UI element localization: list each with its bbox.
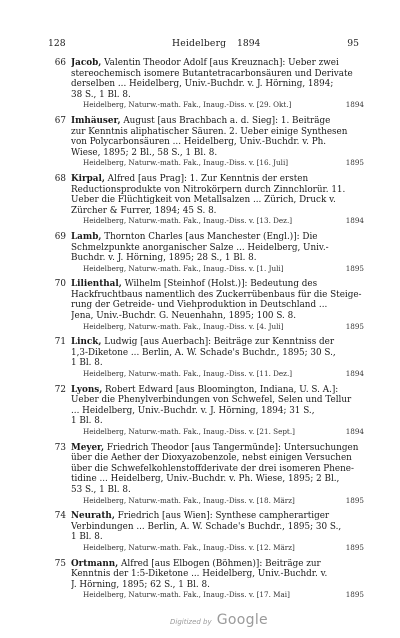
bibliography-entry: [40, 559, 366, 600]
bibliography-entry: [40, 279, 366, 331]
entry-text: stereochemisch isomere Butantetracarbonsäuren und Derivate: [71, 68, 353, 79]
entry-author: Linck,: [71, 337, 102, 348]
entry-author: Lyons,: [71, 384, 103, 395]
entry-text: Ueber die Flüchtigkeit von Metallsalzen ... Zürich, Druck v.: [71, 195, 336, 206]
entry-line: [71, 148, 366, 159]
entry-text: Schmelzpunkte anorganischer Salze ... Heidelberg, Univ.-: [71, 242, 329, 253]
entry-line: [71, 195, 366, 206]
dissertation-year: 1895: [345, 590, 364, 600]
dissertation-note: [71, 496, 366, 506]
entry-line: [71, 511, 366, 522]
header-year: 1894: [237, 38, 261, 49]
dissertation-note: [71, 216, 366, 226]
entry-text: Robert Edward [aus Bloomington, Indiana, U. S. A.]:: [102, 384, 339, 395]
entry-number: 68: [54, 173, 66, 184]
entry-line: [71, 185, 366, 196]
dissertation-note: [71, 543, 366, 553]
entry-line: [71, 137, 366, 148]
entry-line: [71, 253, 366, 264]
entry-line: [71, 348, 366, 359]
dissertation-year: 1895: [345, 495, 364, 505]
entry-text: Valentin Theodor Adolf [aus Kreuznach]: Ueber zwei: [101, 58, 339, 68]
dissertation-year: 1894: [345, 100, 364, 110]
page-number: 128: [48, 38, 66, 49]
entry-author: Kirpal,: [71, 173, 105, 184]
entry-line: [71, 406, 366, 417]
entry-line: [71, 385, 366, 396]
entry-text: 53 S., 1 Bl. 8.: [71, 484, 131, 495]
dissertation-text: Heidelberg, Naturw.-math. Fak., Inaug.-Diss. v. [29. Okt.]: [83, 100, 292, 110]
dissertation-year: 1895: [345, 542, 364, 552]
entry-line: [71, 464, 366, 475]
entry-text: Reductionsprodukte von Nitrokörpern durch Zinnchlorür. 11.: [71, 184, 346, 195]
dissertation-text: Heidelberg, Naturw.-math. Fak., Inaug.-Diss. v. [16. Juli]: [83, 158, 289, 168]
entry-line: [71, 580, 366, 591]
entry-text: J. Hörning, 1895; 62 S., 1 Bl. 8.: [71, 579, 210, 590]
sheet-number: 95: [347, 38, 359, 49]
entry-number: 70: [54, 279, 66, 290]
entry-text: Alfred [aus Elbogen (Böhmen)]: Beiträge zur: [118, 558, 321, 569]
bibliography-entry: [40, 174, 366, 226]
entry-line: [71, 337, 366, 348]
dissertation-text: Heidelberg, Naturw.-math. Fak., Inaug.-Diss. v. [11. Dez.]: [83, 369, 293, 379]
entry-text: Jena, Univ.-Buchdr. G. Neuenhahn, 1895; 100 S. 8.: [71, 311, 297, 322]
entry-number: 71: [54, 337, 66, 348]
entry-text: Verbindungen ... Berlin, A. W. Schade's Buchdr., 1895; 30 S.,: [71, 521, 342, 532]
entry-author: Imhäuser,: [71, 115, 121, 126]
entry-line: [71, 116, 366, 127]
entry-text: Wiese, 1895; 2 Bl., 58 S., 1 Bl. 8.: [71, 147, 218, 158]
entry-number: 66: [54, 58, 66, 68]
entry-line: [71, 416, 366, 427]
entry-line: [71, 243, 366, 254]
entry-text: 1,3-Diketone ... Berlin, A. W. Schade's Buchdr., 1895; 30 S.,: [71, 347, 336, 358]
entry-number: 72: [54, 384, 66, 395]
entry-line: [71, 300, 366, 311]
dissertation-note: [71, 590, 366, 600]
watermark-prefix: Digitized by: [170, 618, 212, 626]
entry-author: Lamb,: [71, 231, 102, 242]
entry-text: tidine ... Heidelberg, Univ.-Buchdr. v. Ph. Wiese, 1895; 2 Bl.,: [71, 474, 340, 485]
dissertation-note: [71, 322, 366, 332]
entry-author: Lilienthal,: [71, 279, 122, 290]
bibliography-entry: [40, 385, 366, 437]
entry-text: über die Schwefelkohlenstoffderivate der drei isomeren Phene-: [71, 463, 354, 474]
entry-author: Neurath,: [71, 511, 115, 522]
entry-number: 74: [54, 511, 66, 522]
entry-text: Alfred [aus Prag]: 1. Zur Kenntnis der ersten: [104, 173, 309, 184]
entry-author: Meyer,: [71, 442, 105, 453]
entry-number: 69: [54, 231, 66, 242]
dissertation-text: Heidelberg, Naturw.-math. Fak., Inaug.-Diss. v. [21. Sept.]: [83, 427, 295, 436]
entry-text: August [aus Brachbach a. d. Sieg]: 1. Beiträge: [120, 115, 331, 126]
dissertation-note: [71, 369, 366, 379]
entry-line: [71, 485, 366, 496]
digitization-watermark: [170, 609, 268, 628]
bibliography-entry: [40, 58, 366, 110]
dissertation-note: [71, 158, 366, 168]
dissertation-year: 1894: [345, 216, 364, 226]
entry-text: von Polycarbonsäuren ... Heidelberg, Univ.-Buchdr. v. Ph.: [71, 137, 327, 148]
entry-line: [71, 474, 366, 485]
entry-line: [71, 522, 366, 533]
bibliography-entry: [40, 443, 366, 506]
bibliography-entries: [40, 58, 366, 600]
dissertation-text: Heidelberg, Naturw.-math. Fak., Inaug.-Diss. v. [18. März]: [83, 495, 295, 505]
dissertation-note: [71, 427, 366, 437]
dissertation-text: Heidelberg, Naturw.-math. Fak., Inaug.-Diss. v. [13. Dez.]: [83, 216, 293, 226]
dissertation-year: 1895: [345, 263, 364, 273]
entry-text: 1 Bl. 8.: [71, 532, 103, 543]
entry-line: [71, 58, 366, 69]
entry-line: [71, 443, 366, 454]
bibliography-entry: [40, 511, 366, 552]
entry-text: 38 S., 1 Bl. 8.: [71, 89, 131, 100]
dissertation-text: Heidelberg, Naturw.-math. Fak., Inaug.-Diss. v. [17. Mai]: [83, 590, 290, 600]
entry-text: ... Heidelberg, Univ.-Buchdr. v. J. Hörning, 1894; 31 S.,: [71, 405, 315, 416]
entry-line: [71, 232, 366, 243]
dissertation-text: Heidelberg, Naturw.-math. Fak., Inaug.-Diss. v. [1. Juli]: [83, 263, 284, 273]
entry-text: rung der Getreide- und Viehproduktion in Deutschland ...: [71, 300, 328, 311]
entry-number: 73: [54, 442, 66, 453]
dissertation-year: 1895: [345, 158, 364, 168]
entry-line: [71, 279, 366, 290]
entry-text: Wilhelm [Steinhof (Holst.)]: Bedeutung des: [121, 279, 318, 290]
entry-text: über die Aether der Dioxyazobenzole, nebst einigen Versuchen: [71, 453, 352, 464]
entry-line: [71, 532, 366, 543]
dissertation-year: 1894: [345, 369, 364, 379]
dissertation-year: 1894: [345, 427, 364, 436]
dissertation-text: Heidelberg, Naturw.-math. Fak., Inaug.-Diss. v. [4. Juli]: [83, 321, 284, 331]
entry-text: Zürcher & Furrer, 1894; 45 S. 8.: [71, 205, 217, 216]
dissertation-note: [71, 100, 366, 110]
entry-text: zur Kenntnis aliphatischer Säuren. 2. Ueber einige Synthesen: [71, 126, 348, 137]
dissertation-year: 1895: [345, 321, 364, 331]
bibliography-entry: [40, 116, 366, 168]
entry-line: [71, 69, 366, 80]
entry-text: Thornton Charles [aus Manchester (Engl.)]: Die: [101, 231, 318, 242]
entry-text: Kenntnis der 1:5-Diketone ... Heidelberg, Univ.-Buchdr. v.: [71, 569, 328, 580]
entry-line: [71, 290, 366, 301]
entry-line: [71, 569, 366, 580]
entry-line: [71, 206, 366, 217]
dissertation-text: Heidelberg, Naturw.-math. Fak., Inaug.-Diss. v. [12. März]: [83, 542, 295, 552]
entry-text: Hackfruchtbaus namentlich des Zuckerrübenbaus für die Steige-: [71, 289, 362, 300]
entry-line: [71, 395, 366, 406]
dissertation-note: [71, 264, 366, 274]
google-logo: Google: [216, 612, 268, 628]
entry-author: Ortmann,: [71, 558, 119, 569]
entry-text: derselben ... Heidelberg, Univ.-Buchdr. v. J. Hörning, 1894;: [71, 79, 334, 90]
entry-text: Ludwig [aus Auerbach]: Beiträge zur Kenntniss der: [101, 337, 335, 348]
entry-text: Buchdr. v. J. Hörning, 1895; 28 S., 1 Bl. 8.: [71, 253, 257, 264]
entry-line: [71, 559, 366, 570]
running-header: [48, 38, 359, 50]
entry-line: [71, 90, 366, 101]
entry-number: 67: [54, 115, 66, 126]
bibliography-entry: [40, 232, 366, 273]
entry-line: [71, 311, 366, 322]
entry-line: [71, 453, 366, 464]
bibliography-entry: [40, 337, 366, 378]
entry-number: 75: [54, 558, 66, 569]
entry-text: 1 Bl. 8.: [71, 416, 103, 427]
entry-author: Jacob,: [71, 58, 102, 68]
entry-line: [71, 79, 366, 90]
entry-line: [71, 127, 366, 138]
entry-text: Friedrich Theodor [aus Tangermünde]: Untersuchungen: [104, 442, 359, 453]
entry-text: Friedrich [aus Wien]: Synthese campherartiger: [114, 511, 330, 522]
entry-text: Ueber die Phenylverbindungen von Schwefel, Selen und Tellur: [71, 395, 352, 406]
entry-line: [71, 358, 366, 369]
entry-text: 1 Bl. 8.: [71, 358, 103, 369]
entry-line: [71, 174, 366, 185]
page-title: Heidelberg: [172, 38, 227, 49]
